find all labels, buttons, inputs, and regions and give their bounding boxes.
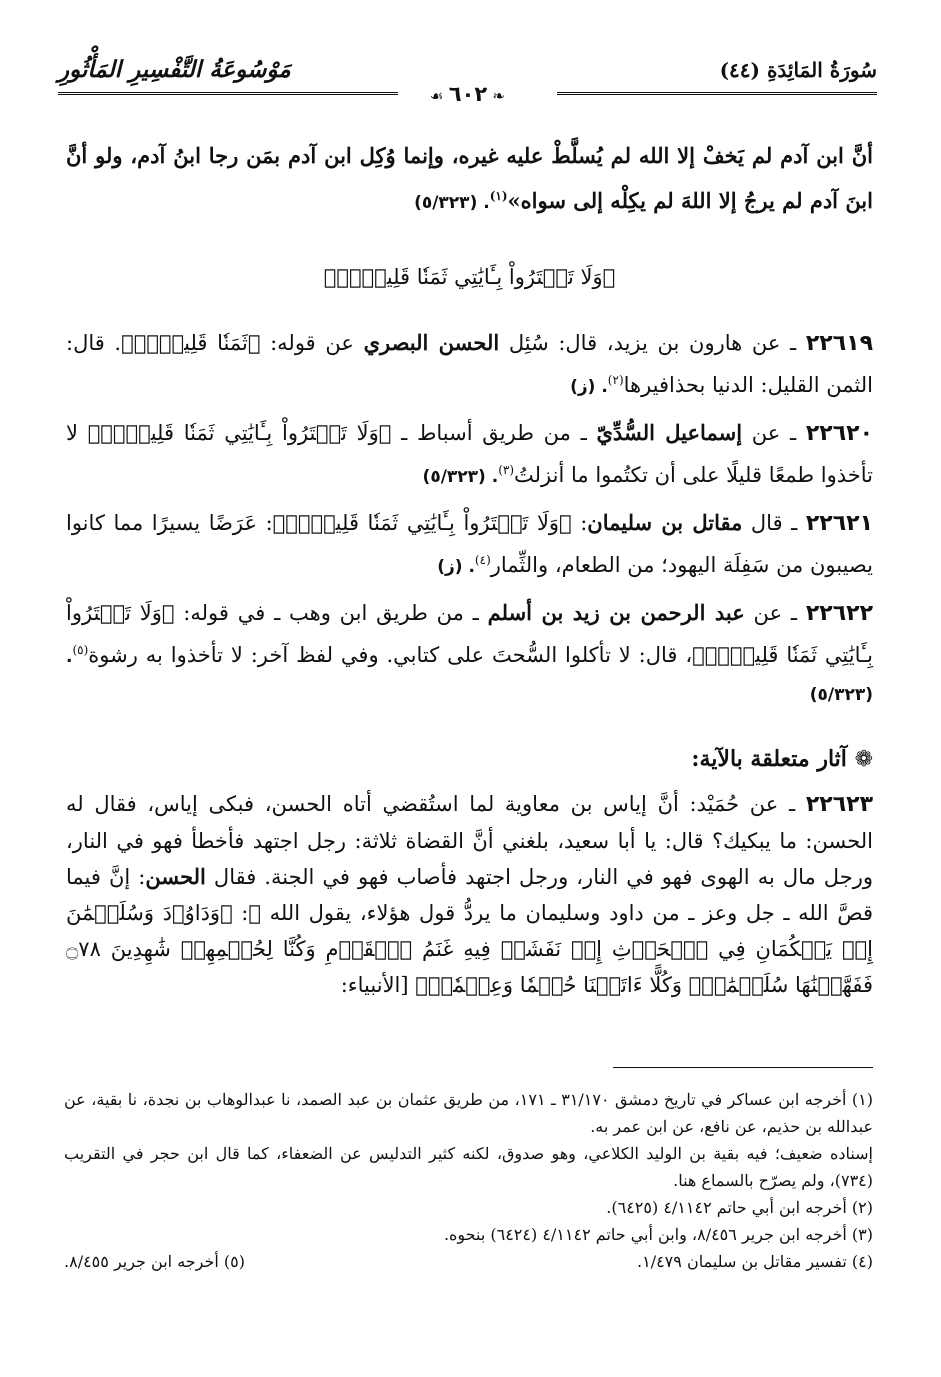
narrator-name: الحسن البصري [363, 330, 500, 355]
volume-reference: . (٥/٣٢٣) [66, 647, 873, 705]
narration-entry [66, 505, 873, 585]
narration-number: ٢٢٦١٩ [805, 331, 874, 356]
narration-text: عن قوله: ﴿ثَمَنٗا قَلِيلٗاۚ﴾. قال: الثمن القليل: الدنيا بحذافيرها [66, 331, 873, 397]
volume-reference: . (ز) [570, 377, 608, 397]
footnote-marker: (٥) [72, 643, 89, 657]
intro-line-1: أنَّ ابن آدم لم يَخفْ إلا الله لم يُسلَّطْ عليه غيره، وإنما وُكِل ابن آدم بمَن رجا ابنُ [173, 143, 873, 168]
footnote-marker: (١) [489, 189, 508, 203]
main-text [66, 136, 873, 1013]
narration-number: ٢٢٦٢١ [805, 511, 873, 536]
surah-title: سُورَةُ المَائِدَةِ (٤٤) [719, 58, 877, 82]
footnote-4: (٤) تفسير مقاتل بن سليمان ١/٤٧٩. [637, 1252, 873, 1271]
footnote-marker: (٤) [474, 553, 491, 567]
flower-icon: ❁ [854, 747, 873, 772]
narration-entry [66, 325, 873, 405]
narration-number: ٢٢٦٢٠ [805, 421, 874, 446]
ornament-icon: ☙ [430, 87, 449, 105]
volume-reference: . (ز) [437, 557, 475, 577]
narrator-name: مقاتل بن سليمان [587, 510, 743, 535]
intro-line-2: آدم، ولو أنَّ ابنَ آدم لم يرجُ إلا اللهَ لم يكِلْه إلى سواه» [66, 143, 873, 213]
footnote-5: (٥) أخرجه ابن جرير ٨/٤٥٥. [64, 1252, 245, 1271]
footnote-1: (١) أخرجه ابن عساكر في تاريخ دمشق ٣١/١٧٠ ـ ١٧١، من طريق عثمان بن عبد الصمد، نا عبدالوهاب بن نجدة، نا بقية، عن عبدالله بن حذيم، عن نافع، عن ابن عمر به. [64, 1090, 874, 1136]
volume-reference: . (٥/٣٢٣) [414, 193, 490, 213]
narration-text: ـ قال [742, 511, 806, 535]
narration-text: ـ عن حُمَيْد: أنَّ إياس بن معاوية لما استُقضي أتاه الحسن، فبكى إياس، فقال له الحسن: ما يبكيك؟ قال: يا أبا سعيد، بلغني أنَّ القضاة ثلاثة: رجل اجتهد فأخطأ فهو في النار، ورجل مال به الهوى فهو في النار، ورجل اجتهد فأصاب فهو في الجنة. فقال [66, 792, 873, 889]
footnote-1-continued: إسناده ضعيف؛ فيه بقية بن الوليد الكلاعي، وهو صدوق، لكنه كثير التدليس عن الضعفاء، كما قال ابن حجر في التقريب (٧٣٤)، ولم يصرّح بالسماع هنا. [64, 1144, 873, 1190]
narration-text: ـ من طريق ابن وهب ـ في قوله: ﴿وَلَا تَشۡتَرُواْ بِـَٔايَٰتِي ثَمَنٗا قَلِيلٗاۚ﴾، قال: لا تأكلوا السُّحتَ على كتابي. وفي لفظ آخر: لا تأخذوا به رشوة [66, 601, 873, 667]
narration-entry [66, 786, 873, 1003]
volume-reference: . (٥/٣٢٣) [422, 467, 499, 487]
section-heading [66, 741, 873, 778]
ayah-heading: ﴿وَلَا تَشۡتَرُواْ بِـَٔايَٰتِي ثَمَنٗا قَلِيلٗاۚ﴾ [323, 265, 616, 289]
intro-paragraph [66, 136, 873, 223]
footnote-marker: (٣) [498, 463, 515, 477]
narrator-name: الحسن [145, 864, 206, 889]
footnotes [64, 1086, 873, 1275]
footnote-row [64, 1248, 873, 1275]
page-number: ٦٠٢ [448, 82, 488, 106]
book-title: مَوْسُوعَةُ التَّفْسِيرِ المَأْثُورِ [58, 56, 291, 83]
narration-text: ـ عن هارون بن يزيد، قال: سُئِل [499, 331, 806, 355]
footnote-3: (٣) أخرجه ابن جرير ٨/٤٥٦، وابن أبي حاتم ٤/١١٤٢ (٦٤٢٤) بنحوه. [443, 1225, 873, 1244]
footnote-2: (٢) أخرجه ابن أبي حاتم ٤/١١٤٢ (٦٤٢٥). [606, 1198, 873, 1217]
narration-text: : ﴿وَلَا تَشۡتَرُواْ بِـَٔايَٰتِي ثَمَنٗا قَلِيلٗاۚ﴾: عَرَضًا يسيرًا مما كانوا يصيبون من سَفِلَة اليهود؛ من الطعام، والثِّمار [66, 511, 873, 577]
narrator-name: إسماعيل السُّدِّيّ [596, 420, 743, 445]
narration-number: ٢٢٦٢٢ [805, 601, 873, 626]
narration-number: ٢٢٦٢٣ [805, 792, 873, 817]
narration-text: ـ عن [744, 601, 806, 625]
page-header [58, 52, 877, 112]
narrator-name: عبد الرحمن بن زيد بن أسلم [487, 600, 745, 625]
footnote-marker: (٢) [607, 373, 624, 387]
ornament-icon: ❧ [487, 87, 505, 105]
narration-text: : إنَّ فيما قصَّ الله ـ جل وعز ـ من داود وسليمان ما يردُّ قول هؤلاء، يقول الله ﷻ: ﴿وَدَاوُۥدَ وَسُلَيۡمَٰنَ إِذۡ يَحۡكُمَانِ فِي ٱلۡحَرۡثِ إِذۡ نَفَشَتۡ فِيهِ غَنَمُ ٱلۡقَوۡمِ وَكُنَّا لِحُكۡمِهِمۡ شَٰهِدِينَ ۝٧٨ فَفَهَّمۡنَٰهَا سُلَيۡمَٰنَۚ وَكُلًّا ءَاتَيۡنَا حُكۡمٗا وَعِلۡمٗاۚ﴾ [الأنبياء: [66, 865, 873, 997]
page-number-box [58, 82, 877, 106]
narration-text: ـ من طريق أسباط ـ ﴿وَلَا تَشۡتَرُواْ بِـَٔايَٰتِي ثَمَنٗا قَلِيلٗاۚ﴾ لا تأخذوا طمعًا قليلًا على أن تكتُموا ما أنزلتُ [66, 421, 873, 487]
narration-text: ـ عن [742, 421, 806, 445]
narration-entry [66, 595, 873, 713]
narration-entry [66, 415, 873, 495]
footnote-divider [613, 1067, 873, 1068]
section-title: آثار متعلقة بالآية: [691, 746, 855, 772]
